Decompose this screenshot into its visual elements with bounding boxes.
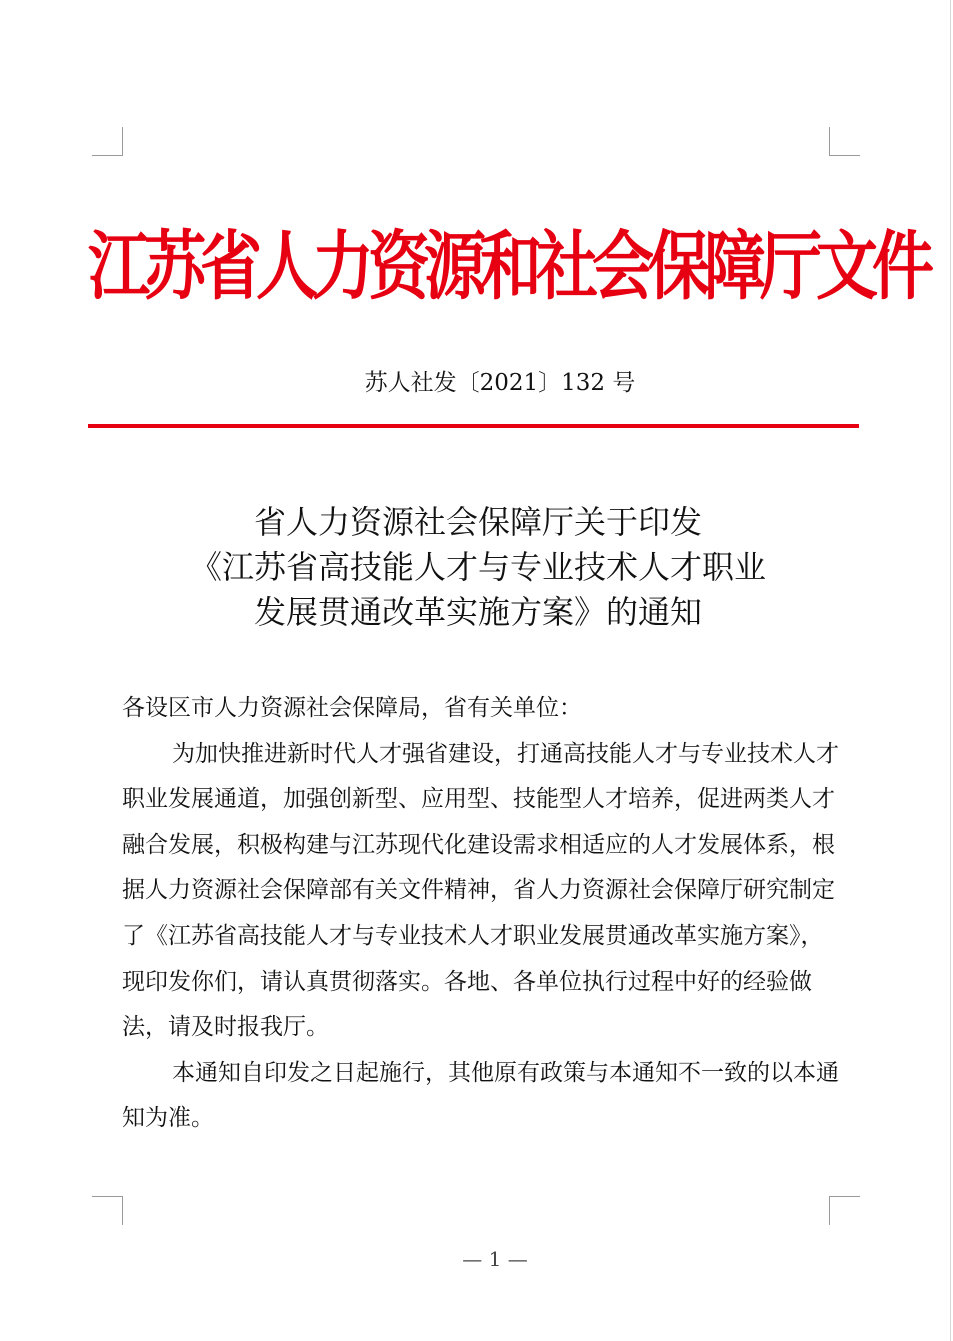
title-line-3: 发展贯通改革实施方案》的通知 — [253, 593, 702, 631]
document-number: 苏人社发〔2021〕132 号 — [364, 370, 636, 396]
title-line-1: 省人力资源社会保障厅关于印发 — [253, 503, 702, 541]
crop-mark-top-right — [829, 127, 860, 156]
crop-mark-top-left — [92, 127, 123, 156]
body-paragraph-2: 本通知自印发之日起施行，其他原有政策与本通知不一致的以本通知为准。 — [122, 1059, 839, 1132]
page-edge — [950, 0, 951, 1341]
crop-mark-bottom-right — [829, 1196, 860, 1225]
page-number: — 1 — — [462, 1247, 528, 1271]
body-paragraph-1: 为加快推进新时代人才强省建设，打通高技能人才与专业技术人才职业发展通道，加强创新型、应用型、技能型人才培养，促进两类人才融合发展，积极构建与江苏现代化建设需求相适应的人才发展体系，根据人力资源社会保障部有关文件精神，省人力资源社会保障厅研究制定了《江苏省高技能人才与专业技术人才职业发展贯通改革实施方案》，现印发你们，请认真贯彻落实。各地、各单位执行过程中好的经验做法，请及时报我厅。 — [122, 740, 839, 1041]
notice-title — [88, 500, 868, 635]
title-line-2: 《江苏省高技能人才与专业技术人才职业 — [189, 548, 766, 586]
red-separator-line — [88, 424, 859, 428]
notice-body — [122, 686, 842, 1142]
crop-mark-bottom-left — [92, 1196, 123, 1225]
salutation: 各设区市人力资源社会保障局，省有关单位： — [122, 695, 582, 721]
masthead-title: 江苏省人力资源和社会保障厅文件 — [88, 222, 929, 311]
